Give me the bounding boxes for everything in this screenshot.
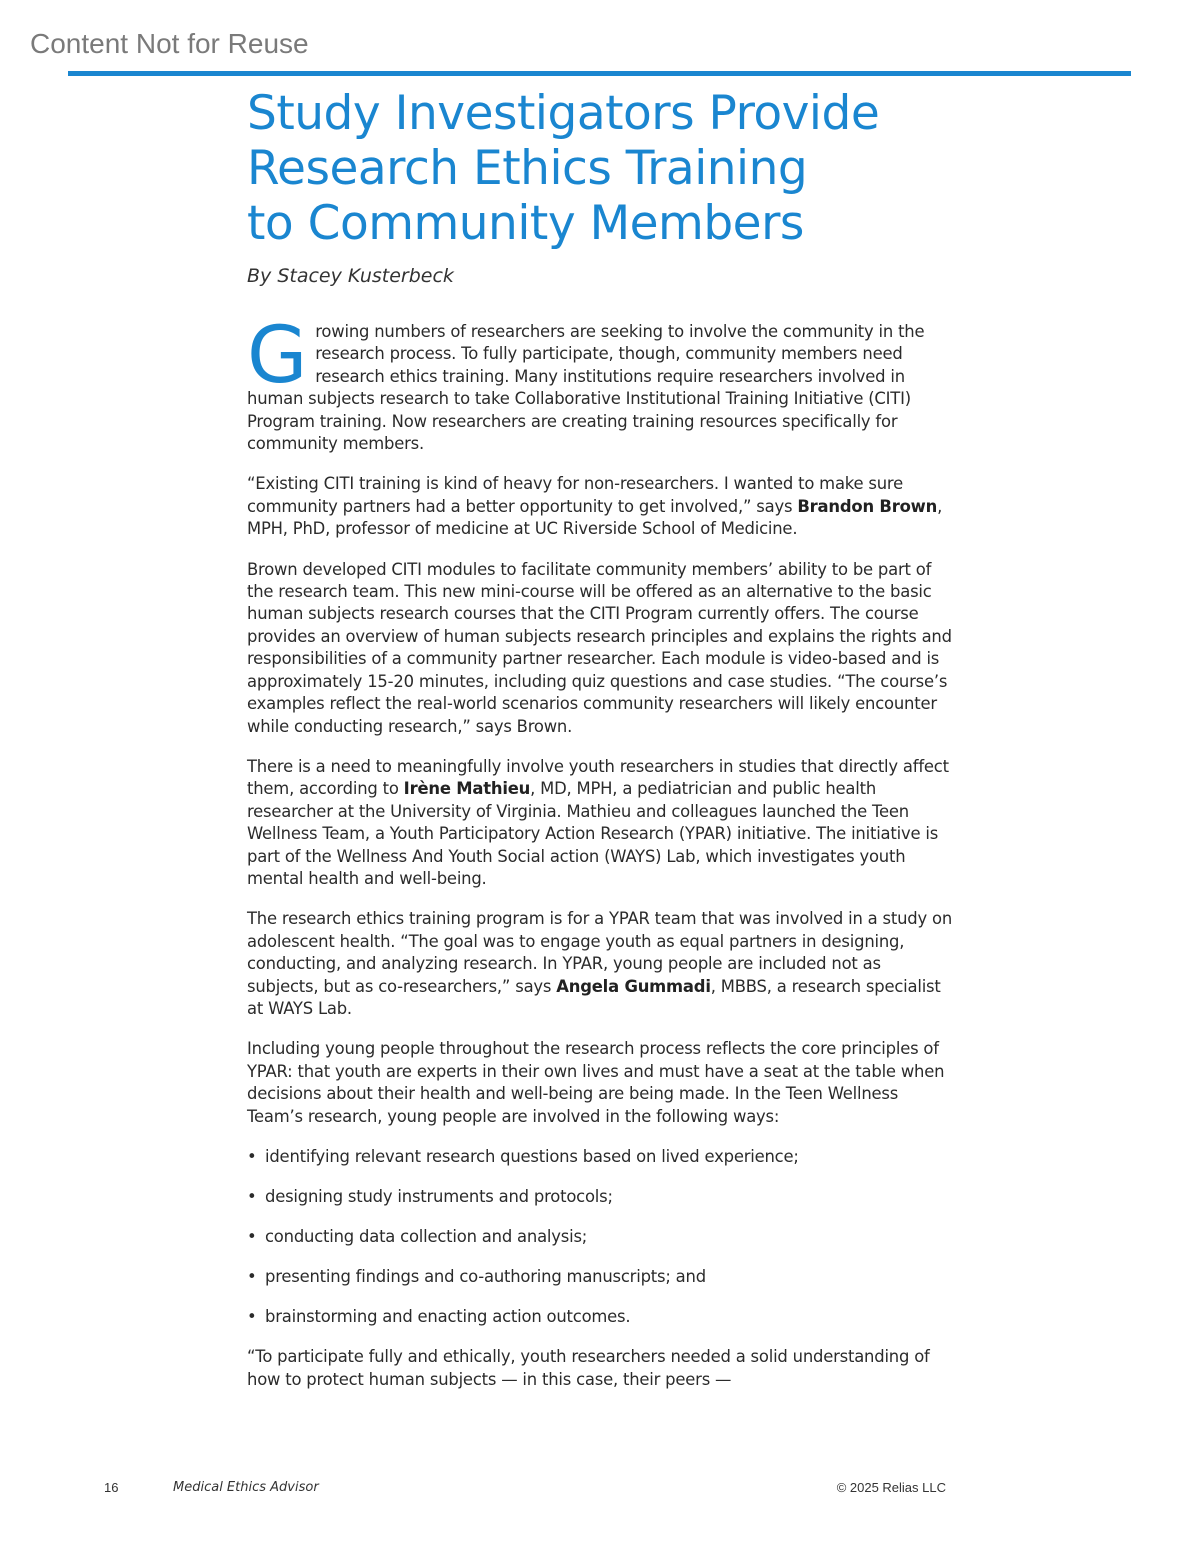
article-title [247,86,953,251]
list-item: • identifying relevant research questions based on lived experience; [247,1146,953,1168]
article-body [247,311,953,1391]
byline: By Stacey Kusterbeck [247,265,454,287]
bullet-icon: • [247,1147,257,1166]
title-line: Research Ethics Training [247,141,808,196]
paragraph: Brown developed CITI modules to facilitate community members’ ability to be part of the research team. This new mini-course will be offered as an alternative to the basic human subjects research courses that the CITI Program currently offers. The course provides an overview of human subjects research principles and explains the rights and responsibilities of a community partner researcher. Each module is video-based and is approximately 15-20 minutes, including quiz questions and case studies. “The course’s examples reflect the real-world scenarios community researchers will likely encounter while conducting research,” says Brown. [247,559,952,736]
bullet-icon: • [247,1187,257,1206]
bullet-icon: • [247,1227,257,1246]
bullet-icon: • [247,1307,257,1326]
paragraph: There is a need to meaningfully involve youth researchers in studies that directly affect them, according to Irène Mathieu, MD, MPH, a pediatrician and public health researcher at the University of Virginia. Mathieu and colleagues launched the Teen Wellness Team, a Youth Participatory Action Research (YPAR) initiative. The initiative is part of the Wellness And Youth Social action (WAYS) Lab, which investigates youth mental health and well-being. [247,756,949,888]
list-item: • designing study instruments and protocols; [247,1186,953,1208]
list-item: • conducting data collection and analysis; [247,1226,953,1248]
paragraph: “Existing CITI training is kind of heavy for non-researchers. I wanted to make sure community partners had a better opportunity to get involved,” says Brandon Brown, MPH, PhD, professor of medicine at UC Riverside School of Medicine. [247,474,943,539]
copyright: © 2025 Relias LLC [836,1480,946,1495]
person-name: Angela Gummadi [556,976,711,996]
person-name: Brandon Brown [797,496,938,516]
paragraph: The research ethics training program is for a YPAR team that was involved in a study on adolescent health. “The goal was to engage youth as equal partners in designing, conducting, and analyzing research. In YPAR, young people are included not as subjects, but as co-researchers,” says Angela Gummadi, MBBS, a research specialist at WAYS Lab. [247,909,953,1018]
paragraph: Including young people throughout the research process reflects the core principles of YPAR: that youth are experts in their own lives and must have a seat at the table when decisions about their health and well-being are being made. In the Teen Wellness Team’s research, young people are involved in the following ways: [247,1039,945,1126]
header-rule [68,71,1131,76]
list-item: • presenting findings and co-authoring manuscripts; and [247,1266,953,1288]
bullet-icon: • [247,1267,257,1286]
publication-name: Medical Ethics Advisor [173,1480,319,1495]
title-line: Study Investigators Provide [247,86,880,141]
page-footer [0,1480,1200,1500]
watermark: Content Not for Reuse [30,28,309,59]
person-name: Irène Mathieu [403,779,531,799]
bullet-list [247,1146,953,1328]
title-line: to Community Members [247,196,804,251]
article [247,86,953,1409]
page-number: 16 [104,1480,119,1495]
paragraph: “To participate fully and ethically, youth researchers needed a solid understanding of how to protect human subjects — in this case, their peers — [247,1347,930,1389]
drop-cap: G [247,311,308,401]
list-item: • brainstorming and enacting action outcomes. [247,1306,953,1328]
paragraph: Growing numbers of researchers are seeking to involve the community in the research process. To fully participate, though, community members need research ethics training. Many institutions require researchers involved in human subjects research to take Collaborative Institutional Training Initiative (CITI) Program training. Now researchers are creating training resources specifically for community members. [247,311,925,454]
